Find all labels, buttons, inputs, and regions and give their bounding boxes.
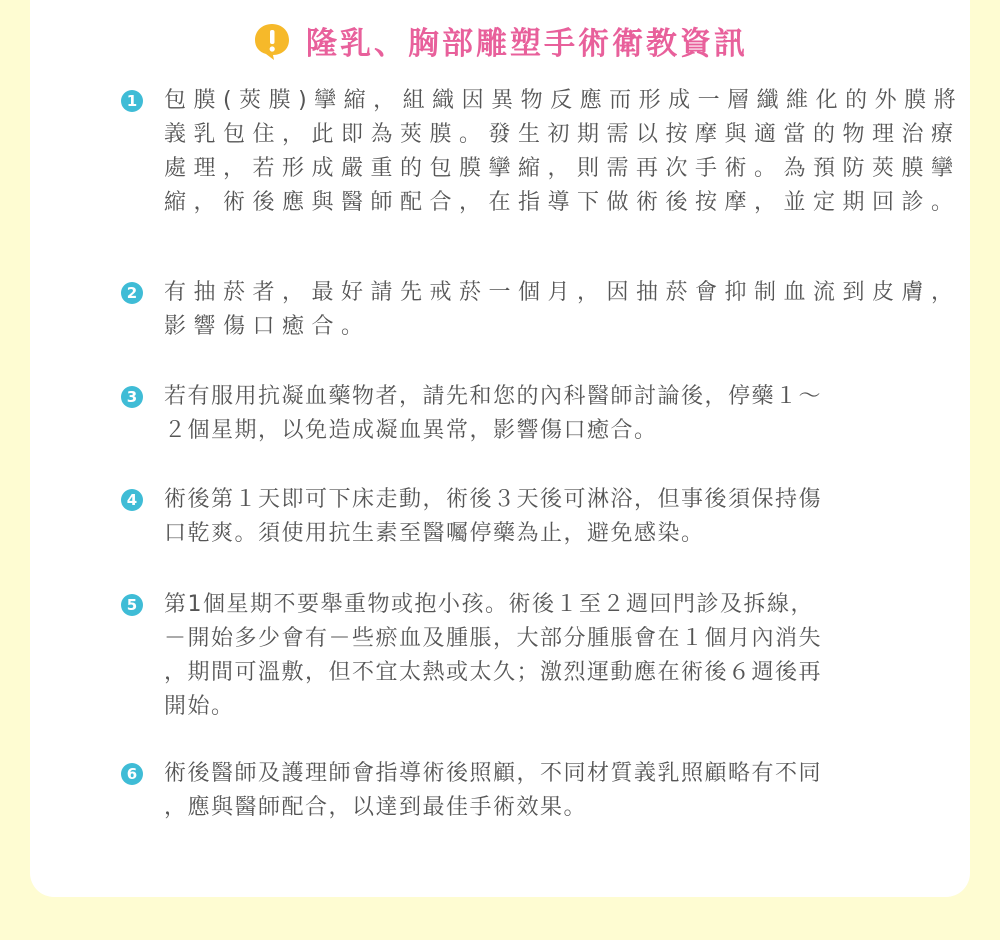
item-text-line: ，應與醫師配合，以達到最佳手術效果。 — [164, 795, 588, 820]
item-text-line: ２個星期，以免造成凝血異常，影響傷口癒合。 — [164, 418, 658, 443]
number-badge: 1 — [121, 90, 143, 112]
item-text-line: 術後第１天即可下床走動，術後３天後可淋浴，但事後須保持傷 — [164, 487, 823, 512]
item-text-line: 縮，術後應與醫師配合，在指導下做術後按摩，並定期回診。 — [164, 190, 961, 215]
item-text-line: 影響傷口癒合。 — [164, 314, 371, 339]
number-badge: 5 — [121, 594, 143, 616]
number-badge: 6 — [121, 763, 143, 785]
item-text-line: 口乾爽。須使用抗生素至醫囑停藥為止，避免感染。 — [164, 521, 705, 546]
item-text-line: 包膜(莢膜)攣縮，組織因異物反應而形成一層纖維化的外膜將 — [164, 88, 964, 113]
content-card — [30, 0, 970, 897]
number-badge: 3 — [121, 386, 143, 408]
item-text-line: 處理，若形成嚴重的包膜攣縮，則需再次手術。為預防莢膜攣 — [164, 156, 961, 181]
item-text-line: 第1個星期不要舉重物或抱小孩。術後１至２週回門診及拆線， — [164, 592, 814, 617]
item-text-line: 開始。 — [164, 694, 235, 719]
item-text-line: －開始多少會有－些瘀血及腫脹，大部分腫脹會在１個月內消失 — [164, 626, 823, 651]
page-title: 隆乳、胸部雕塑手術衛教資訊 — [306, 26, 748, 62]
item-text-line: 若有服用抗凝血藥物者，請先和您的內科醫師討論後，停藥１～ — [164, 384, 823, 409]
item-text-line: 義乳包住，此即為莢膜。發生初期需以按摩與適當的物理治療 — [164, 122, 961, 147]
item-text-line: 有抽菸者，最好請先戒菸一個月，因抽菸會抑制血流到皮膚， — [164, 280, 961, 305]
exclamation-bubble-icon — [252, 21, 292, 61]
header — [30, 18, 970, 63]
number-badge: 2 — [121, 282, 143, 304]
item-text-line: 術後醫師及護理師會指導術後照顧，不同材質義乳照顧略有不同 — [164, 761, 823, 786]
number-badge: 4 — [121, 489, 143, 511]
item-text-line: ，期間可溫敷，但不宜太熱或太久；激烈運動應在術後６週後再 — [164, 660, 823, 685]
